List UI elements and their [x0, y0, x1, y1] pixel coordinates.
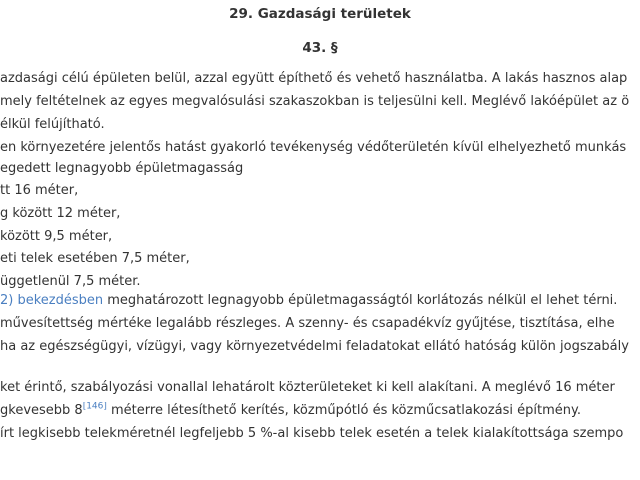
line-16: írt legkisebb telekméretnél legfeljebb 5 %-al kisebb telek esetén a telek kialakítottsága szempo	[0, 426, 624, 441]
line-15: gkevesebb 8[146] méterre létesíthető kerítés, közműpótló és közműcsatlakozási építmény.	[0, 402, 581, 418]
line-14: ket érintő, szabályozási vonallal lehatárolt közterületeket ki kell alakítani. A meglévő 16 méter	[0, 380, 615, 395]
section-title: 29. Gazdasági területek	[229, 6, 411, 22]
line-12: művesítettség mértéke legalább részleges. A szenny- és csapadékvíz gyűjtése, tisztítása, elhe	[0, 316, 615, 331]
line-6: tt 16 méter,	[0, 183, 79, 198]
line-2: mely feltételnek az egyes megvalósulási szakaszokban is teljesülni kell. Meglévő lakóépület az ö	[0, 94, 630, 109]
line-7: g között 12 méter,	[0, 206, 121, 221]
paragraph-reference-link[interactable]: 2) bekezdésben	[0, 293, 104, 308]
footnote-reference-link[interactable]: [146]	[82, 402, 107, 412]
line-1: azdasági célú épületen belül, azzal együtt építhető és vehető használatba. A lakás hasznos alap	[0, 71, 628, 86]
line-5: egedett legnagyobb épületmagasság	[0, 161, 244, 176]
line-13: ha az egészségügyi, vízügyi, vagy környezetvédelmi feladatokat ellátó hatóság külön jogszabály	[0, 339, 629, 354]
line-3: élkül felújítható.	[0, 117, 105, 132]
line-4: en környezetére jelentős hatást gyakorló tevékenység védőterületén kívül elhelyezhető munkás	[0, 140, 627, 155]
line-8: között 9,5 méter,	[0, 229, 113, 244]
paragraph-number: 43. §	[302, 40, 338, 56]
line-9: eti telek esetében 7,5 méter,	[0, 251, 190, 266]
line-11: 2) bekezdésben meghatározott legnagyobb épületmagasságtól korlátozás nélkül el lehet térni.	[0, 293, 618, 308]
line-10: üggetlenül 7,5 méter.	[0, 274, 141, 289]
